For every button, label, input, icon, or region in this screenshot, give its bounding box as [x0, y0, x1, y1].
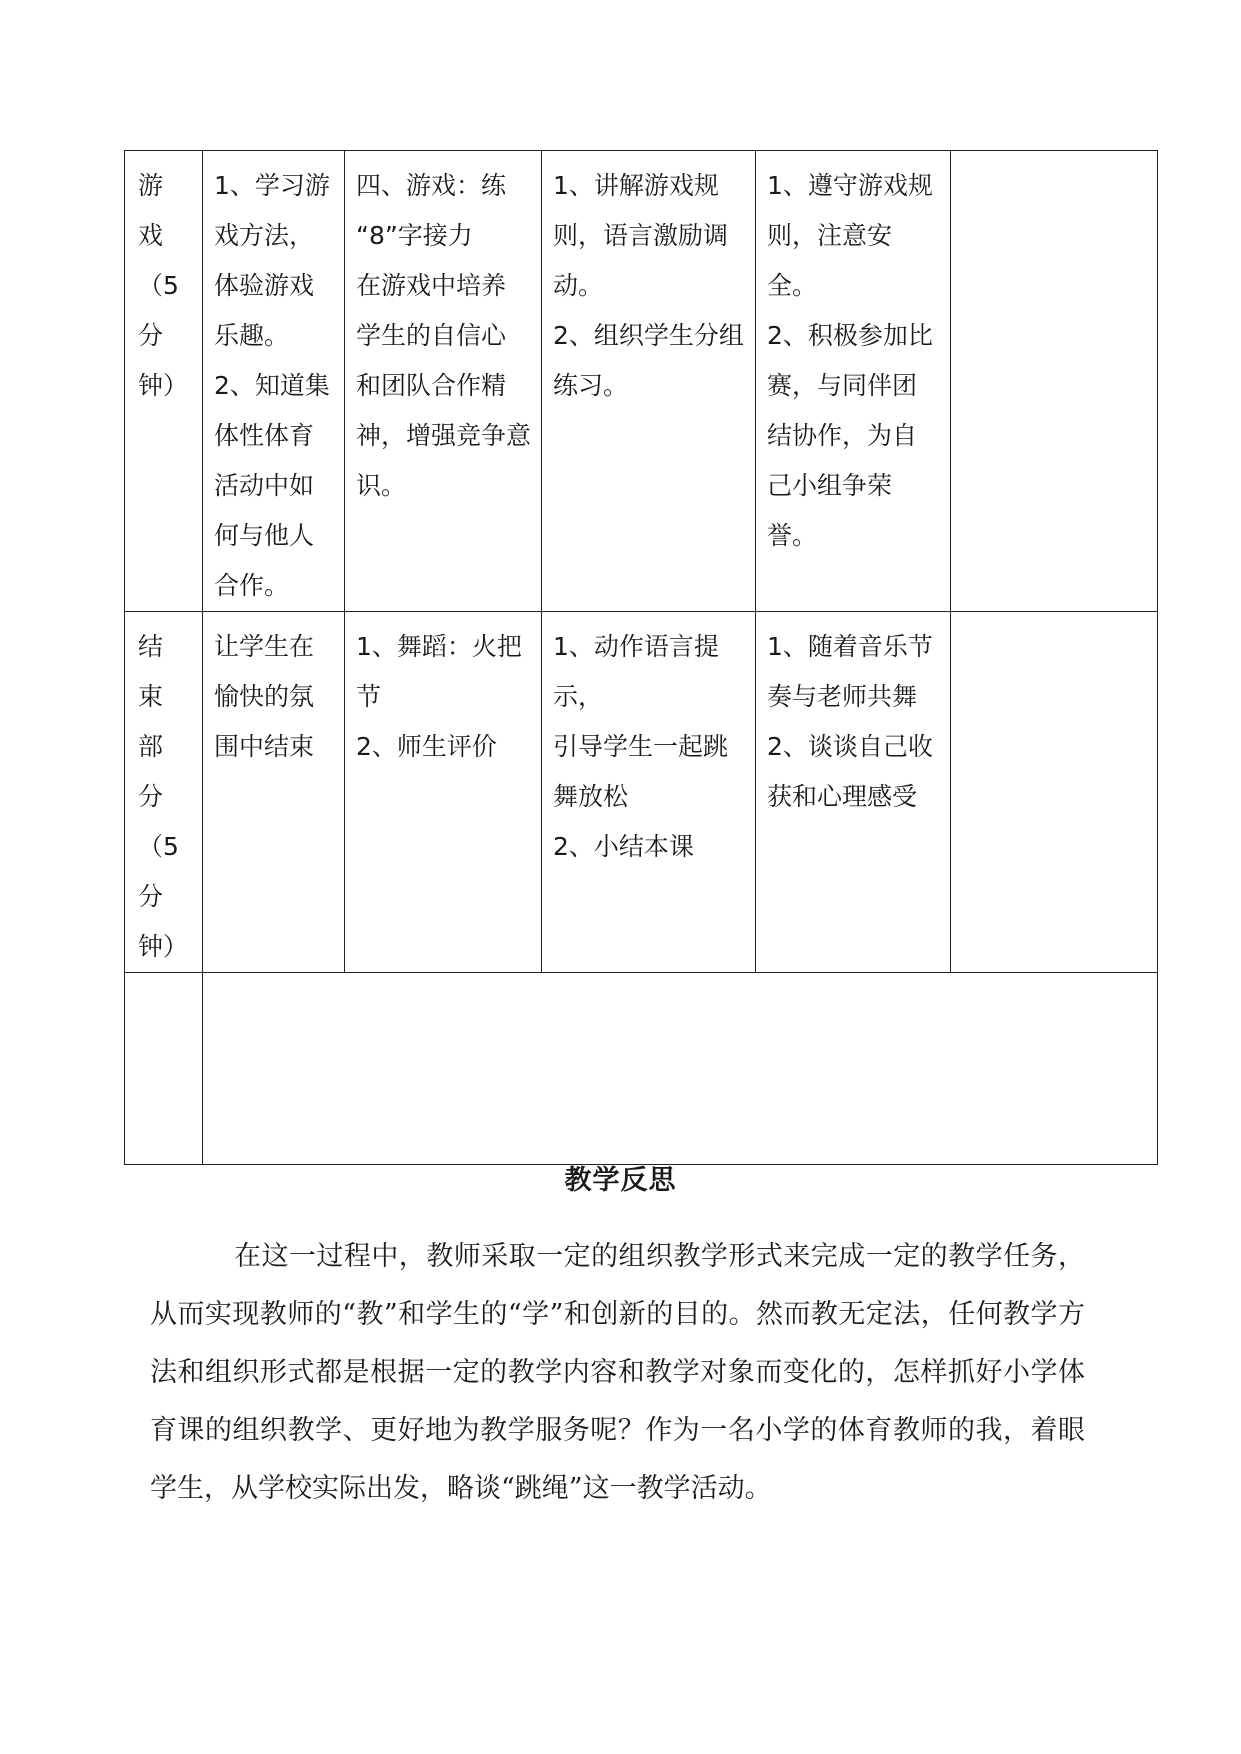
reflection-paragraph: 在这一过程中，教师采取一定的组织教学形式来完成一定的教学任务，从而实现教师的“教”和学生的“学”和创新的目的。然而教无定法，任何教学方法和组织形式都是根据一定的教学内容和教学对象而变化的，怎样抓好小学体育课的组织教学、更好地为教学服务呢？作为一名小学的体育教师的我，着眼学生，从学校实际出发，略谈“跳绳”这一教学活动。 [150, 1241, 1085, 1504]
student-cell [756, 612, 951, 973]
reflection-body-cell [203, 973, 1158, 1165]
student-text: 1、随着音乐节奏与老师共舞 2、谈谈自己收获和心理感受 [767, 632, 933, 811]
table-row-game [125, 151, 1158, 612]
student-text: 1、遵守游戏规则，注意安全。 2、积极参加比赛，与同伴团结协作，为自己小组争荣誉。 [767, 171, 933, 550]
goal-text: 让学生在愉快的氛围中结束 [214, 632, 315, 761]
phase-label: 游 戏 （5 分 钟） [138, 171, 189, 400]
lesson-plan-table [124, 150, 1158, 1165]
goal-text: 1、学习游戏方法，体验游戏乐趣。 2、知道集体性体育活动中如何与他人合作。 [214, 171, 330, 600]
extra-cell [951, 612, 1158, 973]
teacher-text: 1、动作语言提示， 引导学生一起跳舞放松 2、小结本课 [553, 632, 729, 861]
teacher-cell [542, 151, 756, 612]
table-row-reflection [125, 973, 1158, 1165]
content-cell [345, 612, 542, 973]
content-text: 1、舞蹈：火把 节 2、师生评价 [356, 632, 522, 761]
phase-cell [125, 612, 203, 973]
phase-label: 结 束 部 分 （5 分 钟） [138, 632, 189, 961]
student-cell [756, 151, 951, 612]
teacher-cell [542, 612, 756, 973]
table-row-ending [125, 612, 1158, 973]
reflection-body [203, 973, 1157, 983]
extra-text [951, 151, 1157, 161]
reflection-label-cell [125, 973, 203, 1165]
goal-cell [203, 151, 345, 612]
extra-cell [951, 151, 1158, 612]
goal-cell [203, 612, 345, 973]
reflection-label [125, 973, 202, 983]
section-title: 教学反思 [564, 1165, 677, 1196]
phase-cell [125, 151, 203, 612]
content-text: 四、游戏：练 “8”字接力 在游戏中培养 学生的自信心 和团队合作精 神，增强竞争意 识。 [356, 171, 532, 500]
content-cell [345, 151, 542, 612]
extra-text [951, 612, 1157, 622]
teacher-text: 1、讲解游戏规则，语言激励调动。 2、组织学生分组练习。 [553, 171, 744, 400]
